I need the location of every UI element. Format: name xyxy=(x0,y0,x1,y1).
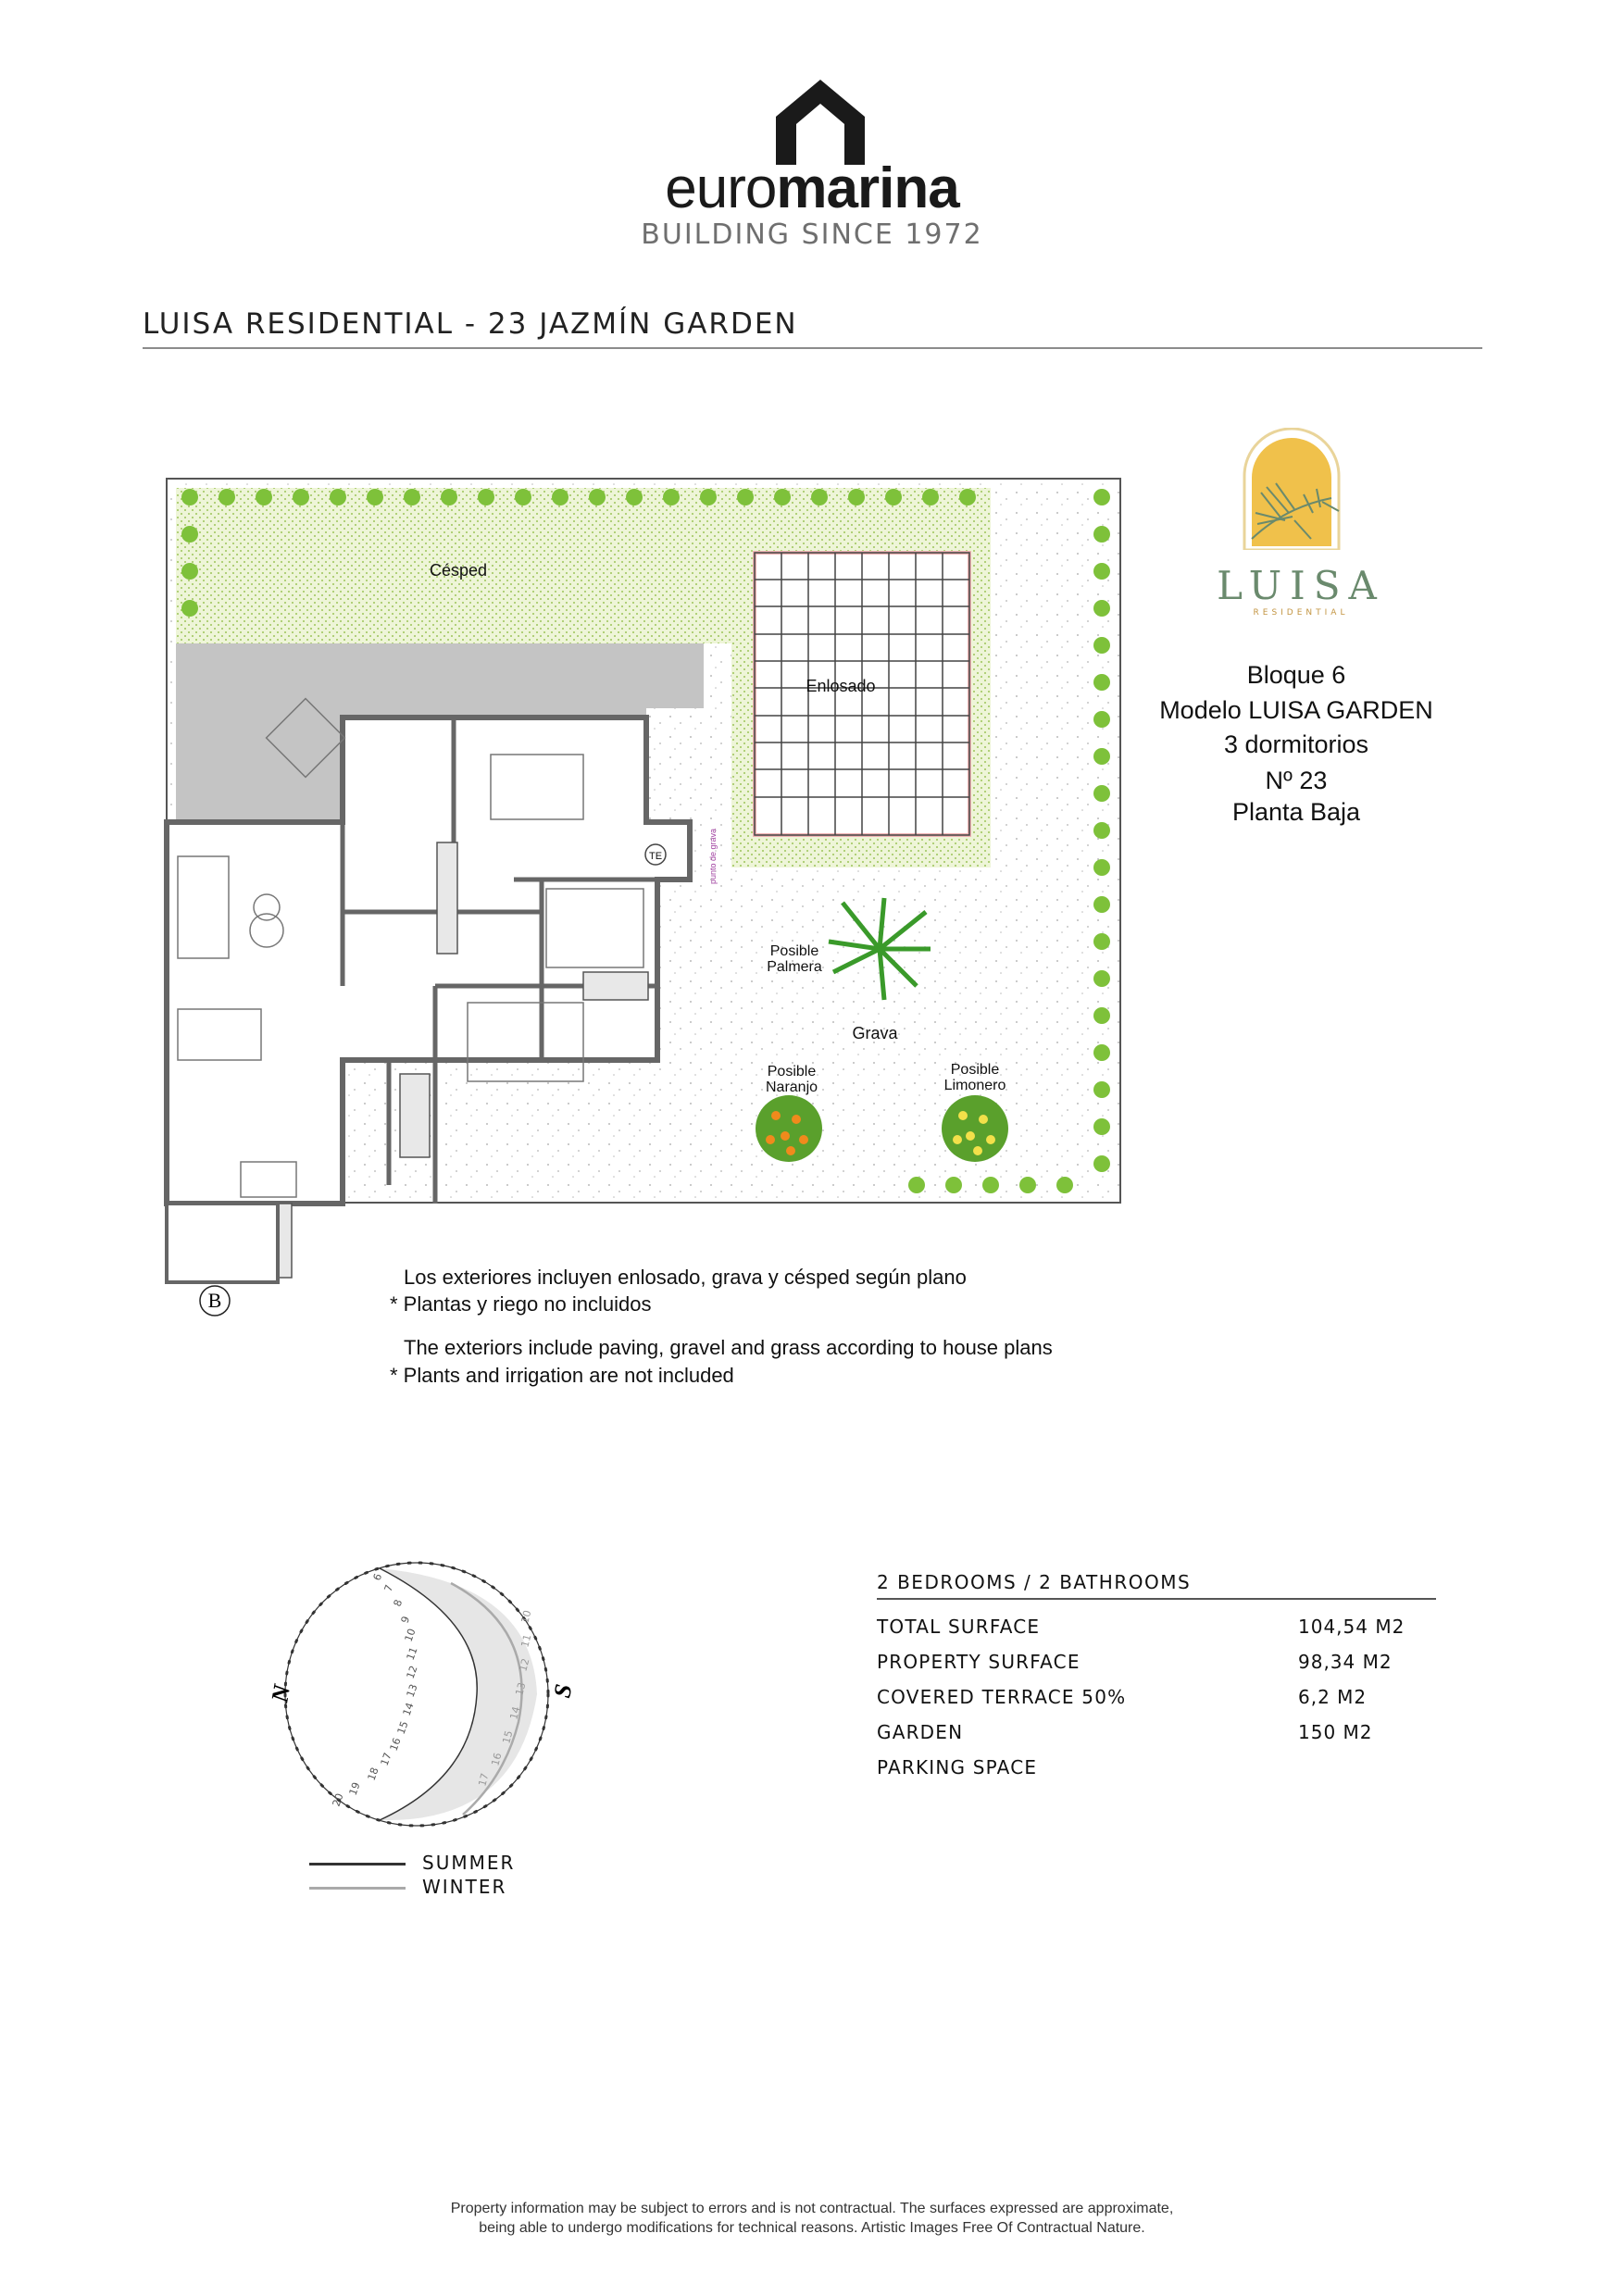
luisa-palm-arch-logo-icon xyxy=(1239,428,1344,550)
legal-disclaimer xyxy=(0,2199,1624,2238)
unit-number: Nº 23 xyxy=(1265,767,1328,794)
spec-label-total: TOTAL SURFACE xyxy=(877,1616,1041,1638)
spec-label-parking: PARKING SPACE xyxy=(877,1756,1038,1778)
spec-heading: 2 BEDROOMS / 2 BATHROOMS xyxy=(877,1571,1192,1593)
spec-value-total: 104,54 M2 xyxy=(1298,1616,1405,1638)
svg-text:16: 16 xyxy=(387,1736,404,1753)
svg-text:B: B xyxy=(207,1289,222,1312)
north-label: N xyxy=(266,1682,296,1705)
spec-divider xyxy=(877,1598,1436,1600)
svg-text:9: 9 xyxy=(398,1615,413,1626)
svg-text:13: 13 xyxy=(404,1682,420,1700)
gravel-point-label: punto de grava xyxy=(708,828,718,884)
lemon-label-line1: Posible xyxy=(950,1062,1000,1078)
hedge-left xyxy=(181,526,198,617)
svg-text:11: 11 xyxy=(404,1645,420,1663)
note-es-line1: Los exteriores incluyen enlosado, grava y césped según plano xyxy=(404,1266,967,1289)
svg-text:14: 14 xyxy=(400,1701,417,1718)
summer-legend-line xyxy=(309,1863,406,1866)
svg-text:17: 17 xyxy=(378,1751,394,1768)
spec-label-property: PROPERTY SURFACE xyxy=(877,1651,1081,1673)
svg-text:12: 12 xyxy=(404,1664,420,1681)
spec-value-property: 98,34 M2 xyxy=(1298,1651,1393,1673)
note-es-line2: * Plantas y riego no incluidos xyxy=(390,1292,652,1316)
summer-legend-label: SUMMER xyxy=(422,1852,516,1874)
orange-tree-icon xyxy=(756,1095,822,1162)
svg-text:10: 10 xyxy=(518,1608,534,1625)
disclaimer-line2: being able to undergo modifications for technical reasons. Artistic Images Free Of Contractual Nature. xyxy=(479,2220,1145,2236)
svg-text:7: 7 xyxy=(381,1583,396,1594)
svg-text:6: 6 xyxy=(370,1572,385,1583)
winter-legend-line xyxy=(309,1887,406,1890)
svg-text:18: 18 xyxy=(365,1766,381,1783)
svg-text:12: 12 xyxy=(517,1656,532,1673)
summer-hour-labels xyxy=(331,1572,420,1808)
spec-label-garden: GARDEN xyxy=(877,1721,964,1743)
svg-text:19: 19 xyxy=(346,1780,363,1798)
svg-text:13: 13 xyxy=(513,1680,529,1697)
luisa-brand-subtitle: RESIDENTIAL xyxy=(1253,608,1349,618)
model-name: Modelo LUISA GARDEN xyxy=(1159,696,1433,724)
svg-text:15: 15 xyxy=(500,1728,516,1745)
svg-text:15: 15 xyxy=(394,1719,411,1737)
svg-text:20: 20 xyxy=(330,1791,346,1809)
spec-label-terrace: COVERED TERRACE 50% xyxy=(877,1686,1127,1708)
svg-text:8: 8 xyxy=(391,1598,406,1609)
orange-label-line2: Naranjo xyxy=(765,1079,818,1095)
luisa-brand-name: LUISA xyxy=(1217,563,1385,608)
block-number: Bloque 6 xyxy=(1246,661,1346,689)
spec-value-garden: 150 M2 xyxy=(1298,1721,1373,1743)
winter-legend-label: WINTER xyxy=(422,1876,507,1898)
palm-label-line1: Posible xyxy=(769,943,819,959)
te-label: TE xyxy=(648,851,663,862)
gravel-label: Grava xyxy=(852,1024,898,1042)
svg-text:17: 17 xyxy=(476,1771,492,1788)
brand-tagline: BUILDING SINCE 1972 xyxy=(641,218,983,251)
euromarina-house-logo-icon xyxy=(776,80,865,165)
disclaimer-line1: Property information may be subject to errors and is not contractual. The surfaces expressed are approximate, xyxy=(450,2201,1174,2216)
svg-text:16: 16 xyxy=(489,1751,505,1767)
entrance-b-marker xyxy=(196,1282,233,1319)
svg-text:10: 10 xyxy=(402,1627,418,1644)
note-en-line1: The exteriors include paving, gravel and grass according to house plans xyxy=(404,1336,1053,1359)
orange-label-line1: Posible xyxy=(767,1064,817,1079)
title-divider xyxy=(143,347,1482,349)
paving-label: Enlosado xyxy=(806,677,876,695)
page-title: LUISA RESIDENTIAL - 23 JAZMÍN GARDEN xyxy=(143,307,798,341)
svg-text:11: 11 xyxy=(518,1632,534,1649)
bedroom-count: 3 dormitorios xyxy=(1223,730,1369,758)
note-en-line2: * Plants and irrigation are not included xyxy=(390,1364,734,1387)
lemon-label-line2: Limonero xyxy=(943,1078,1006,1093)
south-label: S xyxy=(548,1681,578,1701)
floor-level: Planta Baja xyxy=(1231,798,1361,826)
floor-plan xyxy=(157,468,1139,1305)
lawn-label: Césped xyxy=(429,561,488,580)
palm-label-line2: Palmera xyxy=(767,959,822,975)
svg-text:14: 14 xyxy=(507,1704,523,1721)
lemon-tree-icon xyxy=(942,1095,1008,1162)
spec-value-terrace: 6,2 M2 xyxy=(1298,1686,1368,1708)
brand-wordmark: euromarina xyxy=(665,156,959,220)
sun-path-diagram xyxy=(259,1546,593,1852)
